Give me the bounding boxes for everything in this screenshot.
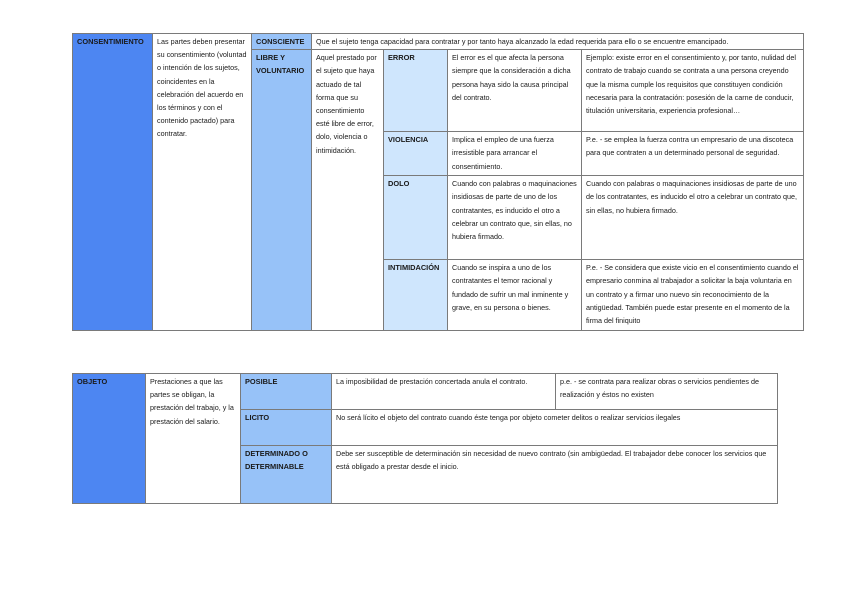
violencia-example: P.e. - se emplea la fuerza contra un empresario de una discoteca para que contraten a un determinado personal de seguridad. [582,132,804,176]
intimidacion-definition: Cuando se inspira a uno de los contratantes el temor racional y fundado de sufrir un mal inminente y grave, en su persona o bienes. [448,260,582,331]
posible-label: POSIBLE [241,374,332,410]
intimidacion-example: P.e. - Se considera que existe vicio en el consentimiento cuando el empresario conmina al trabajador a solicitar la baja voluntaria en un contrato y a firmar uno nuevo sin reconocimiento de la antigüedad. También puede estar presente en el momento de la firma del finiquito [582,260,804,331]
posible-text: La imposibilidad de prestación concertada anula el contrato. [332,374,556,410]
consciente-text: Que el sujeto tenga capacidad para contratar y por tanto haya alcanzado la edad requerida para ello o se encuentre emancipado. [312,34,804,50]
violencia-definition: Implica el empleo de una fuerza irresistible para arrancar el consentimiento. [448,132,582,176]
objeto-label: OBJETO [73,374,146,504]
dolo-example: Cuando con palabras o maquinaciones insidiosas de parte de uno de los contratantes, es inducido el otro a celebrar un contrato que, sin ellas, no hubiera firmado. [582,176,804,260]
error-definition: El error es el que afecta la persona siempre que la consideración a dicha persona haya sido la causa principal del contrato. [448,50,582,132]
consentimiento-label: CONSENTIMIENTO [73,34,153,331]
licito-label: LICITO [241,410,332,446]
determinado-text: Debe ser susceptible de determinación sin necesidad de nuevo contrato (sin ambigüedad. El trabajador debe conocer los servicios que está obligado a prestar desde el inicio. [332,446,778,504]
error-example: Ejemplo: existe error en el consentimiento y, por tanto, nulidad del contrato de trabajo cuando se contrata a una persona creyendo que la misma cumple los requisitos que constituyen condición necesaria para la contratación: posesión de la carne de conducir, titulación universitaria, experiencia profesional… [582,50,804,132]
objeto-table [72,373,778,504]
licito-text: No será lícito el objeto del contrato cuando éste tenga por objeto cometer delitos o realizar servicios ilegales [332,410,778,446]
dolo-definition: Cuando con palabras o maquinaciones insidiosas de parte de uno de los contratantes, es inducido el otro a celebrar un contrato que, sin ellas, no hubiera firmado. [448,176,582,260]
consentimiento-table [72,33,804,331]
consciente-label: CONSCIENTE [252,34,312,50]
consentimiento-description: Las partes deben presentar su consentimiento (voluntad o intención de los sujetos, coincidentes en la celebración del acuerdo en los términos y con el contenido pactado) para contratar. [153,34,252,331]
libre-voluntario-label: LIBRE Y VOLUNTARIO [252,50,312,331]
intimidacion-label: INTIMIDACIÓN [384,260,448,331]
determinado-label: DETERMINADO O DETERMINABLE [241,446,332,504]
violencia-label: VIOLENCIA [384,132,448,176]
error-label: ERROR [384,50,448,132]
libre-voluntario-text: Aquel prestado por el sujeto que haya actuado de tal forma que su consentimiento esté libre de error, dolo, violencia o intimidación. [312,50,384,331]
posible-example: p.e. - se contrata para realizar obras o servicios pendientes de realización y éstos no existen [556,374,778,410]
dolo-label: DOLO [384,176,448,260]
objeto-description: Prestaciones a que las partes se obligan, la prestación del trabajo, y la prestación del salario. [146,374,241,504]
